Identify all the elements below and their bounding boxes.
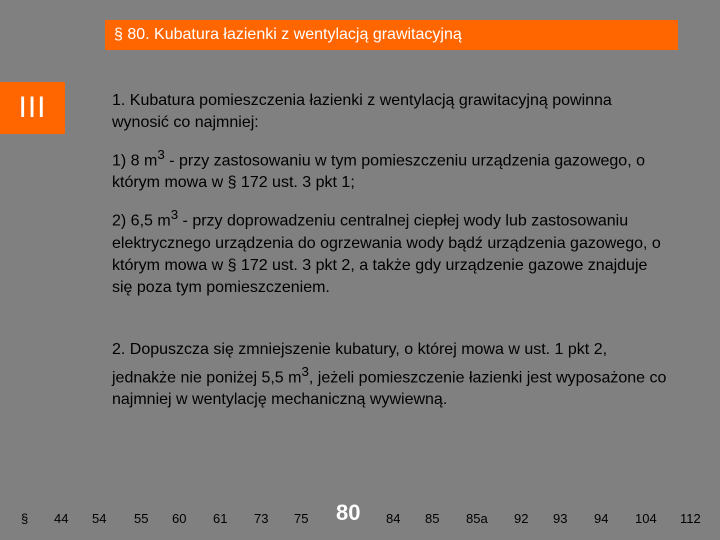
paragraph-2-after: , jeżeli pomieszczenie łazienki jest wyposażone co najmniej w wentylację mechaniczną wywiewną. [112, 368, 667, 408]
nav-link-94[interactable]: 94 [594, 511, 609, 526]
list-item-2-before: 2) 6,5 m [112, 212, 171, 230]
nav-link-104[interactable]: 104 [635, 511, 657, 526]
nav-link-112[interactable]: 112 [680, 511, 701, 526]
nav-link-54[interactable]: 54 [92, 511, 107, 526]
paragraph-2-sup: 3 [301, 363, 309, 379]
content-body [112, 90, 672, 411]
paragraph-1: 1. Kubatura pomieszczenia łazienki z wentylacją grawitacyjną powinna wynosić co najmniej: [112, 92, 612, 131]
nav-link-75[interactable]: 75 [294, 511, 309, 526]
list-item-2-sup: 3 [170, 207, 179, 223]
section-badge: III [0, 82, 65, 134]
nav-link-92[interactable]: 92 [514, 511, 529, 526]
nav-link-44[interactable]: 44 [54, 511, 69, 526]
nav-link-84[interactable]: 84 [386, 511, 401, 526]
footer-nav [0, 500, 720, 540]
page-title: § 80. Kubatura łazienki z wentylacją grawitacyjną [114, 26, 462, 43]
list-item-1-sup: 3 [157, 147, 165, 162]
nav-link-section[interactable]: § [21, 511, 29, 526]
list-item-2-after: - przy doprowadzeniu centralnej ciepłej wody lub zastosowaniu elektrycznego urządzenia do ogrzewania wody bądź urządzenia gazowego, o którym mowa w § 172 ust. 3 pkt 2, a także gdy urządzenie gazowe znajduje się poza tym pomieszczeniem. [112, 212, 661, 296]
paragraph-2-before: 2. Dopuszcza się zmniejszenie kubatury, o której mowa w ust. 1 pkt 2, jednakże nie poniżej 5,5 m [112, 340, 608, 386]
title-bar [105, 20, 678, 50]
nav-current-80: 80 [336, 500, 361, 525]
nav-link-61[interactable]: 61 [213, 511, 228, 526]
nav-link-93[interactable]: 93 [553, 511, 568, 526]
nav-link-85a[interactable]: 85a [466, 511, 488, 526]
paragraph-2 [112, 339, 672, 411]
list-item-1-after: - przy zastosowaniu w tym pomieszczeniu urządzenia gazowego, o którym mowa w § 172 ust. 3 pkt 1; [112, 152, 645, 192]
list-item-2 [112, 204, 672, 298]
nav-link-55[interactable]: 55 [134, 511, 149, 526]
list-item-1 [112, 144, 672, 194]
nav-link-85[interactable]: 85 [425, 511, 440, 526]
nav-link-73[interactable]: 73 [254, 511, 269, 526]
list-item-1-before: 1) 8 m [112, 152, 158, 170]
nav-link-60[interactable]: 60 [172, 511, 187, 526]
